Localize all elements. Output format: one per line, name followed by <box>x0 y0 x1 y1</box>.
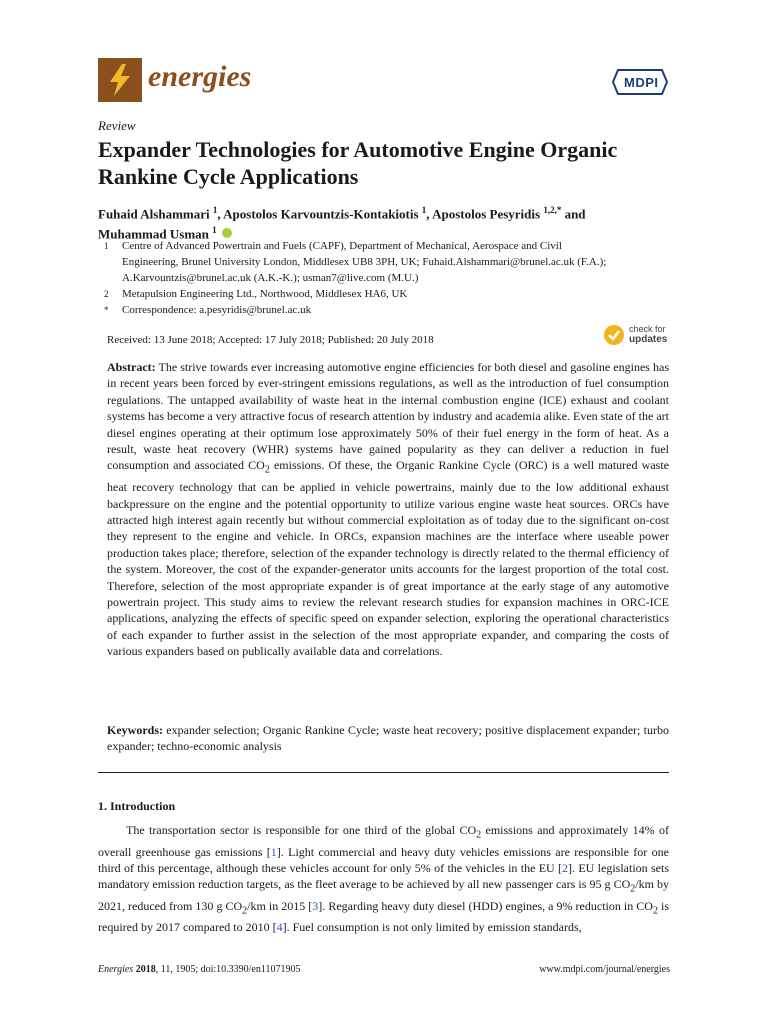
author-name[interactable]: Muhammad Usman <box>98 226 209 242</box>
author-separator: , <box>426 206 433 222</box>
text-run: ]. Fuel consumption is not only limited by emission standards, <box>282 920 582 935</box>
citation-link[interactable]: 1 <box>270 844 277 859</box>
orcid-icon[interactable] <box>222 228 232 238</box>
keywords-text: expander selection; Organic Rankine Cycle; waste heat recovery; positive displacement expander; turbo expander; techno-economic analysis <box>107 723 669 754</box>
author-affiliation-marker: 1 <box>212 205 218 215</box>
affiliation-line: Centre of Advanced Powertrain and Fuels (CAPF), Department of Mechanical, Aerospace and Civil <box>122 240 562 252</box>
abstract-label: Abstract: <box>107 360 156 374</box>
author-name[interactable]: Apostolos Karvountzis-Kontakiotis <box>223 206 419 222</box>
keywords <box>107 722 669 755</box>
section-divider <box>98 772 669 773</box>
journal-name[interactable]: energies <box>148 60 252 93</box>
lightning-logo-icon <box>98 58 142 102</box>
author-name[interactable]: Fuhaid Alshammari <box>98 206 210 222</box>
updates-label: updates <box>629 334 668 345</box>
article-type: Review <box>98 118 136 133</box>
footer-url[interactable]: www.mdpi.com/journal/energies <box>539 964 670 975</box>
footer-year: 2018 <box>133 964 156 975</box>
text-run: The transportation sector is responsible for one third of the global CO <box>126 823 477 837</box>
check-circle-icon <box>603 324 625 346</box>
article-title: Expander Technologies for Automotive Engine Organic Rankine Cycle Applications <box>98 137 618 189</box>
affiliation-line: Correspondence: a.pesyridis@brunel.ac.uk <box>122 304 312 316</box>
author-separator: and <box>561 206 586 222</box>
author-separator: , <box>217 206 224 222</box>
subscript: 2 <box>264 464 270 476</box>
text-run: is required by 2017 compared to 2010 [ <box>98 898 670 935</box>
subscript: 2 <box>476 829 482 841</box>
footer-doi: , 11, 1905; doi:10.3390/en11071905 <box>155 964 301 975</box>
footer-citation <box>98 964 301 975</box>
text-run: /km by 2021, reduced from 130 g CO <box>98 877 670 913</box>
affiliation-1 <box>98 238 670 286</box>
citation-link[interactable]: 2 <box>562 860 569 875</box>
affiliation-number: 2 <box>104 289 109 299</box>
author-name[interactable]: Apostolos Pesyridis <box>432 206 541 222</box>
subscript: 2 <box>652 904 658 916</box>
affiliation-2 <box>98 286 670 302</box>
correspondence <box>98 302 670 318</box>
abstract-text: The strive towards ever increasing automotive engine efficiencies for both diesel and gasoline engines has in recent years been forced by ever-stringent emissions regulations, as well as the introduction of fuel consumption regulations. The untapped availability of waste heat in the internal combustion engine (ICE) exhaust and coolant systems has become a very attractive focus of research attention by industry and academia alike. Even state of the art diesel engines operating at their optimum lose approximately 50% of their fuel energy in the form of heat. As a result, waste heat recovery (WHR) systems have gained popularity as they can deliver a reduction in fuel consumption and associated CO <box>107 360 669 473</box>
text-run: ]. EU legislation sets mandatory emission reduction targets, as the fleet average to be achieved by all new passenger cars is 95 g CO <box>98 860 669 891</box>
text-run: emissions and approximately 14% of overall greenhouse gas emissions [ <box>98 823 670 859</box>
journal-logo <box>98 58 142 102</box>
author-affiliation-marker: 1 <box>421 205 427 215</box>
affiliation-number: * <box>104 305 109 315</box>
publisher-name: MDPI <box>624 75 659 90</box>
affiliation-line: Metapulsion Engineering Ltd., Northwood, Middlesex HA6, UK <box>122 288 408 300</box>
abstract <box>107 359 669 660</box>
intro-paragraph <box>98 822 669 935</box>
mdpi-logo[interactable] <box>612 68 668 96</box>
citation-link[interactable]: 3 <box>312 898 319 913</box>
affiliation-number: 1 <box>104 241 109 251</box>
subscript: 2 <box>630 883 636 895</box>
check-for-updates-badge[interactable] <box>603 322 673 350</box>
author-affiliation-marker: 1,2,* <box>543 205 562 215</box>
author-affiliation-marker: 1 <box>212 225 217 236</box>
text-run: ]. Regarding heavy duty diesel (HDD) engines, a 9% reduction in CO <box>318 898 653 913</box>
text-run: ]. Light commercial and heavy duty vehicles emissions are responsible for one third of this percentage, although these vehicles account for only 5% of the vehicles in the EU [ <box>98 844 669 875</box>
section-heading: 1. Introduction <box>98 799 176 813</box>
subscript: 2 <box>242 904 248 916</box>
keywords-label: Keywords: <box>107 723 163 737</box>
affiliation-line: Engineering, Brunel University London, Middlesex UB8 3PH, UK; Fuhaid.Alshammari@brunel.ac.uk (F.A.); <box>122 256 607 268</box>
affiliation-line: A.Karvountzis@brunel.ac.uk (A.K.-K.); usman7@live.com (M.U.) <box>122 272 419 284</box>
text-run: /km in 2015 [ <box>247 898 313 913</box>
publication-dates: Received: 13 June 2018; Accepted: 17 July 2018; Published: 20 July 2018 <box>107 334 434 346</box>
citation-link[interactable]: 4 <box>276 920 283 935</box>
abstract-text: emissions. Of these, the Organic Rankine Cycle (ORC) is a well matured waste heat recovery technology that can be applied in vehicle powertrains, mainly due to the low additional exhaust backpressure on the engine and the potential opportunity to utilize various engine waste heat sources. ORCs have attracted high interest again recently but without commercial exploitation as of today due to the significant on-cost they represent to the engine and vehicle. In ORCs, expansion machines are the interface where useable power production takes place; therefore, selection of the expander technology is directly related to the thermal efficiency of the system. Moreover, the cost of the expander-generator units accounts for the largest proportion of the total cost. Therefore, selection of the most appropriate expander is of great importance at the early stage of any automotive powertrain project. This study aims to review the relevant research studies for expansion machines in ORC-ICE applications, analyzing the effects of specific speed on expander selection, exploring the operational characteristics of each expander to further assist in the selection of the most appropriate expander, and comparing the costs of various expanders based on publically available data and correlations. <box>107 458 669 659</box>
footer-journal: Energies <box>98 964 134 975</box>
author-list <box>98 202 658 243</box>
check-for-label: check for <box>629 324 666 334</box>
